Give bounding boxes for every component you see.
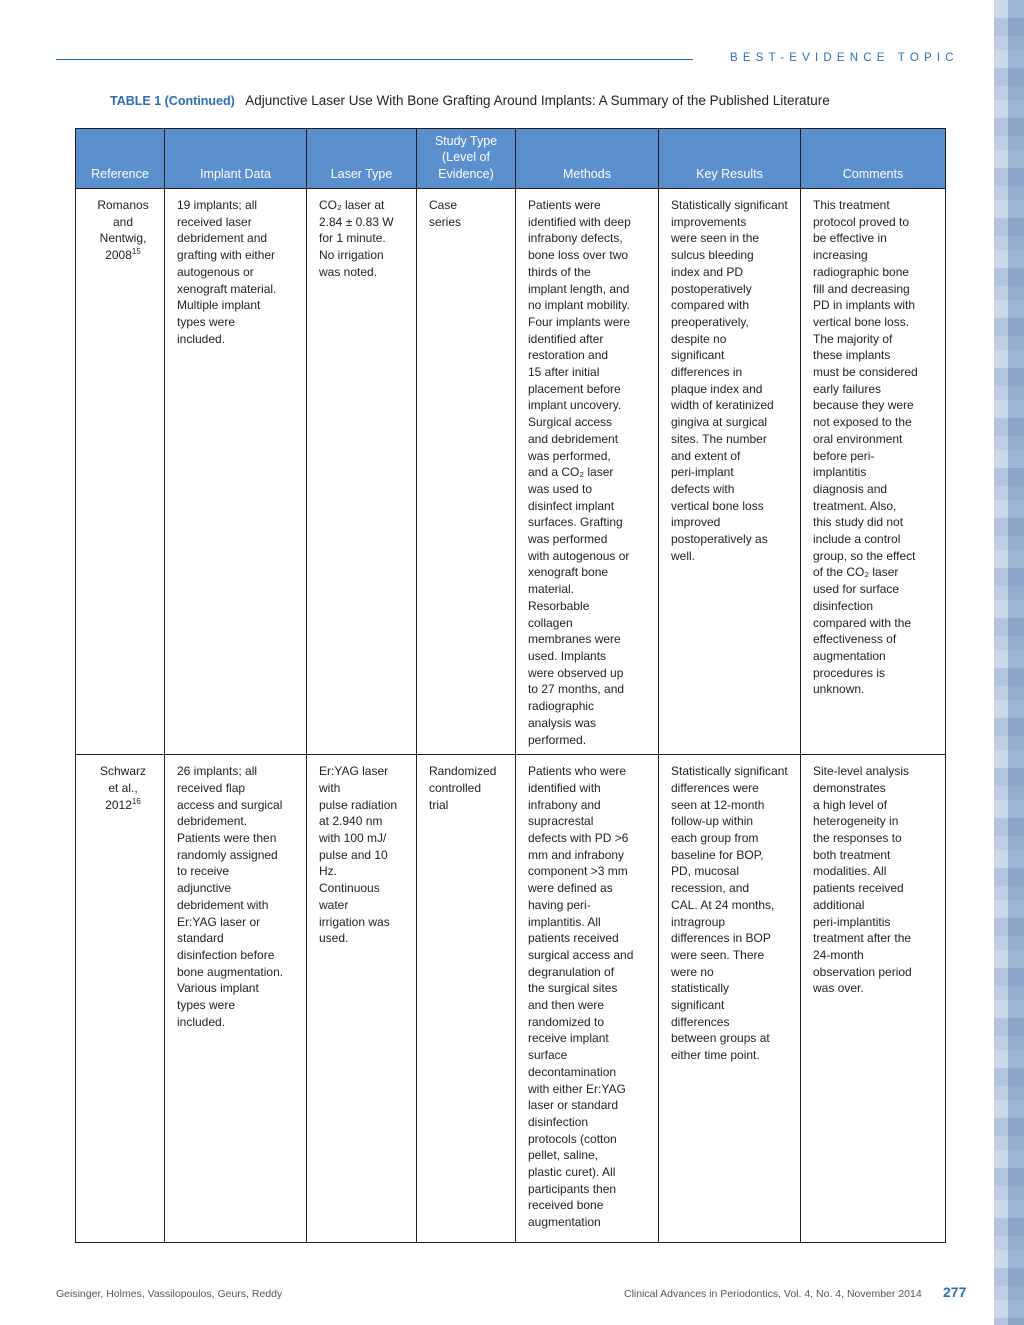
key-results-cell: Statistically significant differences were seen at 12-month follow-up within each group from baseline for BOP, PD, mucosal recession, and CAL. At 24 months, intragroup differences in BOP were seen. There were no statistically significant differences between groups at either time point. bbox=[659, 755, 801, 1243]
column-header-comments: Comments bbox=[801, 129, 946, 189]
comments-cell: Site-level analysis demonstrates a high level of heterogeneity in the responses to both treatment modalities. All patients received additional peri-implantitis treatment after the 24-month observation period was over. bbox=[801, 755, 946, 1243]
reference-cell bbox=[76, 189, 165, 755]
page-number: 277 bbox=[943, 1284, 967, 1300]
key-results-cell: Statistically significant improvements were seen in the sulcus bleeding index and PD postoperatively compared with preoperatively, despite no significant differences in plaque index and width of keratinized gingiva at surgical sites. The number and extent of peri-implant defects with vertical bone loss improved postoperatively as well. bbox=[659, 189, 801, 755]
table-label: TABLE 1 (Continued) bbox=[110, 94, 235, 108]
laser-type-cell: Er:YAG laser with pulse radiation at 2.940 nm with 100 mJ/ pulse and 10 Hz. Continuous water irrigation was used. bbox=[307, 755, 417, 1243]
column-header-reference: Reference bbox=[76, 129, 165, 189]
footer-authors: Geisinger, Holmes, Vassilopoulos, Geurs, Reddy bbox=[56, 1288, 283, 1300]
implant-data-cell: 26 implants; all received flap access and surgical debridement. Patients were then randomly assigned to receive adjunctive debridement with Er:YAG laser or standard disinfection before bone augmentation. Various implant types were included. bbox=[165, 755, 307, 1243]
column-header-key-results: Key Results bbox=[659, 129, 801, 189]
methods-cell: Patients were identified with deep infrabony defects, bone loss over two thirds of the implant length, and no implant mobility. Four implants were identified after restoration and 15 after initial placement before implant uncovery. Surgical access and debridement was performed, and a CO₂ laser was used to disinfect implant surfaces. Grafting was performed with autogenous or xenograft bone material. Resorbable collagen membranes were used. Implants were observed up to 27 months, and radiographic analysis was performed. bbox=[516, 189, 659, 755]
column-header-methods: Methods bbox=[516, 129, 659, 189]
methods-cell: Patients who were identified with infrabony and supracrestal defects with PD >6 mm and infrabony component >3 mm were defined as having peri- implantitis. All patients received surgical access and degranulation of the surgical sites and then were randomized to receive implant surface decontamination with either Er:YAG laser or standard disinfection protocols (cotton pellet, saline, plastic curet). All participants then received bone augmentation bbox=[516, 755, 659, 1243]
decorative-side-strip bbox=[994, 0, 1024, 1325]
reference-text: Romanos and Nentwig, 2008 bbox=[97, 198, 149, 263]
laser-type-cell: CO₂ laser at 2.84 ± 0.83 W for 1 minute. No irrigation was noted. bbox=[307, 189, 417, 755]
column-header-implant-data: Implant Data bbox=[165, 129, 307, 189]
header-rule bbox=[56, 59, 693, 60]
table-row bbox=[76, 189, 946, 755]
column-header-study-type: Study Type (Level of Evidence) bbox=[417, 129, 516, 189]
reference-text: Schwarz et al., 2012 bbox=[99, 764, 146, 812]
column-header-laser-type: Laser Type bbox=[307, 129, 417, 189]
summary-table bbox=[75, 128, 946, 1243]
implant-data-cell: 19 implants; all received laser debridement and grafting with either autogenous or xenograft material. Multiple implant types were included. bbox=[165, 189, 307, 755]
reference-superscript: 16 bbox=[131, 796, 141, 806]
study-type-cell: Case series bbox=[417, 189, 516, 755]
reference-superscript: 15 bbox=[131, 247, 141, 257]
study-type-cell: Randomized controlled trial bbox=[417, 755, 516, 1243]
comments-cell: This treatment protocol proved to be effective in increasing radiographic bone fill and decreasing PD in implants with vertical bone loss. The majority of these implants must be considered early failures because they were not exposed to the oral environment before peri- implantitis diagnosis and treatment. Also, this study did not include a control group, so the effect of the CO₂ laser used for surface disinfection compared with the effectiveness of augmentation procedures is unknown. bbox=[801, 189, 946, 755]
table-caption: Adjunctive Laser Use With Bone Grafting Around Implants: A Summary of the Published Literature bbox=[245, 93, 830, 108]
section-label: BEST-EVIDENCE TOPIC bbox=[730, 52, 959, 64]
table-header-row bbox=[76, 129, 946, 189]
footer-journal-citation: Clinical Advances in Periodontics, Vol. 4, No. 4, November 2014 bbox=[624, 1288, 922, 1300]
table-row bbox=[76, 755, 946, 1243]
reference-cell bbox=[76, 755, 165, 1243]
table-title bbox=[110, 92, 830, 110]
